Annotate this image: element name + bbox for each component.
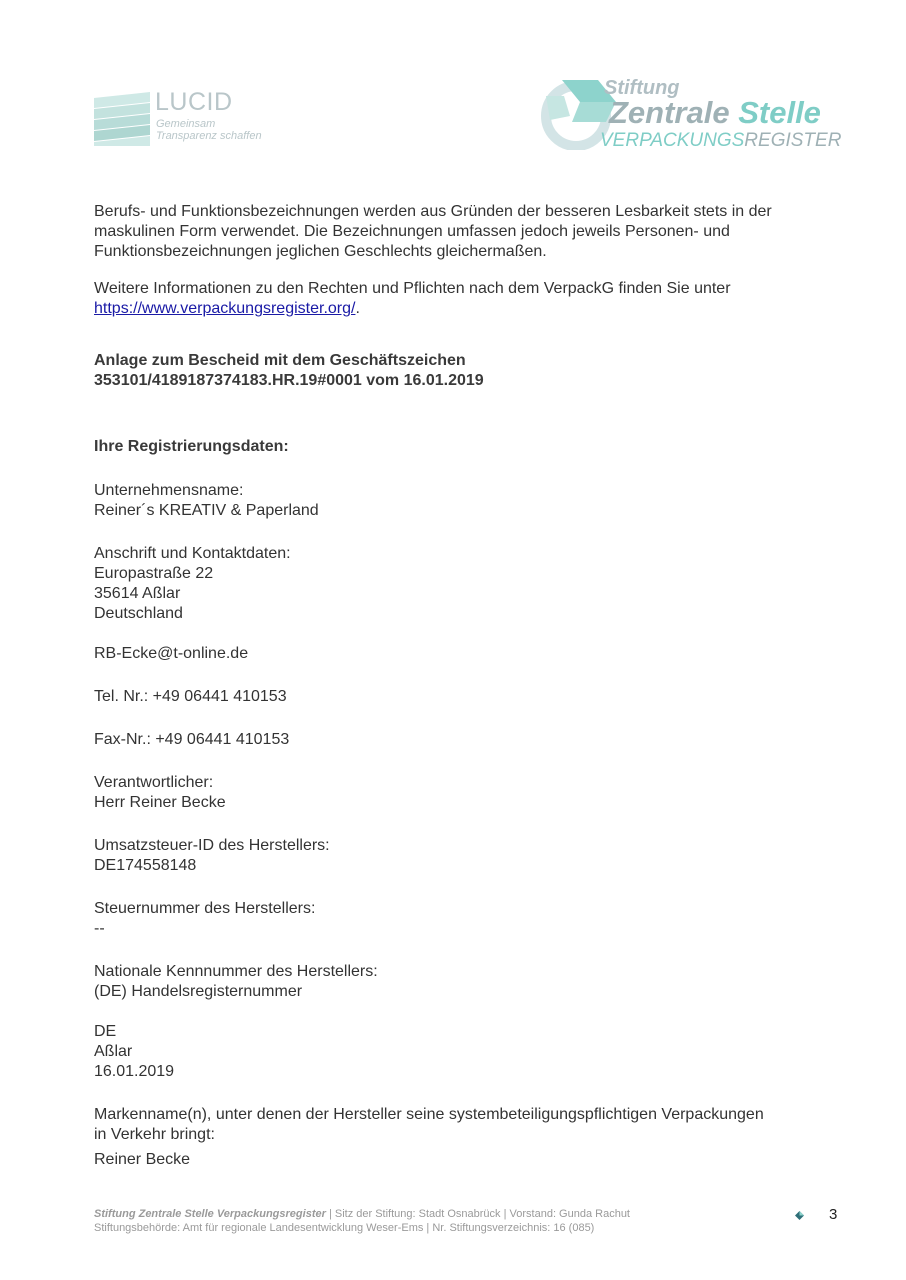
registration-heading: Ihre Registrierungsdaten:	[94, 438, 289, 455]
address-block	[94, 544, 834, 624]
taxno-value: --	[94, 920, 105, 937]
vat-block	[94, 836, 834, 876]
vat-label: Umsatzsteuer-ID des Herstellers:	[94, 837, 330, 854]
responsible-value: Herr Reiner Becke	[94, 794, 226, 811]
company-label: Unternehmensname:	[94, 482, 244, 499]
address-city: 35614 Aßlar	[94, 585, 181, 602]
responsible-label: Verantwortlicher:	[94, 774, 214, 791]
taxno-label: Steuernummer des Herstellers:	[94, 900, 316, 917]
footer-line-2: Stiftungsbehörde: Amt für regionale Landesentwicklung Weser-Ems | Nr. Stiftungsverzeichnis: 16 (085)	[94, 1222, 595, 1234]
annex-heading: Anlage zum Bescheid mit dem Geschäftszeichen 353101/4189187374183.HR.19#0001 vom 16.01.2019	[94, 352, 484, 389]
intro-paragraph-gender: Berufs- und Funktionsbezeichnungen werden aus Gründen der besseren Lesbarkeit stets in der maskulinen Form verwendet. Die Bezeichnungen umfassen jedoch jeweils Personen- und Funktionsbezeichnungen jeglichen Geschlechts gleichermaßen.	[94, 203, 772, 260]
register-website-link[interactable]: https://www.verpackungsregister.org/	[94, 300, 356, 317]
brand-value: Reiner Becke	[94, 1151, 191, 1168]
national-id-block	[94, 962, 834, 1002]
footer-line-1: Stiftung Zentrale Stelle Verpackungsregister | Sitz der Stiftung: Stadt Osnabrück | Vorstand: Gunda Rachut	[94, 1208, 630, 1220]
phone-value: Tel. Nr.: +49 06441 410153	[94, 688, 287, 705]
company-value: Reiner´s KREATIV & Paperland	[94, 502, 319, 519]
lucid-logo-icon	[94, 92, 150, 146]
page-number: 3	[829, 1206, 838, 1223]
diamond-icon	[795, 1211, 804, 1220]
fax-value: Fax-Nr.: +49 06441 410153	[94, 731, 290, 748]
address-country: Deutschland	[94, 605, 183, 622]
email-value: RB-Ecke@t-online.de	[94, 645, 249, 662]
national-id-label: Nationale Kennnummer des Herstellers:	[94, 963, 378, 980]
taxno-block	[94, 899, 834, 939]
intro-paragraph-info: Weitere Informationen zu den Rechten und Pflichten nach dem VerpackG finden Sie unter https://www.verpackungsregister.org/.	[94, 280, 731, 317]
registration-court-block	[94, 1022, 834, 1082]
lucid-tagline: Gemeinsam Transparenz schaffen	[156, 118, 262, 142]
company-block	[94, 481, 834, 521]
zsvr-logo-line3: VERPACKUNGSREGISTER	[600, 130, 842, 151]
address-label: Anschrift und Kontaktdaten:	[94, 545, 291, 562]
zsvr-logo-line1: Stiftung	[604, 77, 680, 99]
zsvr-logo-line2: Zentrale Stelle	[609, 95, 821, 130]
registration-country: DE	[94, 1023, 117, 1040]
vat-value: DE174558148	[94, 857, 197, 874]
registration-city: Aßlar	[94, 1043, 133, 1060]
brand-label: Markenname(n), unter denen der Hersteller seine systembeteiligungspflichtigen Verpackungen in Verkehr bringt:	[94, 1106, 764, 1143]
national-id-value: (DE) Handelsregisternummer	[94, 983, 303, 1000]
responsible-block	[94, 773, 834, 813]
lucid-wordmark: LUCID	[155, 88, 233, 116]
registration-date: 16.01.2019	[94, 1063, 175, 1080]
address-street: Europastraße 22	[94, 565, 214, 582]
